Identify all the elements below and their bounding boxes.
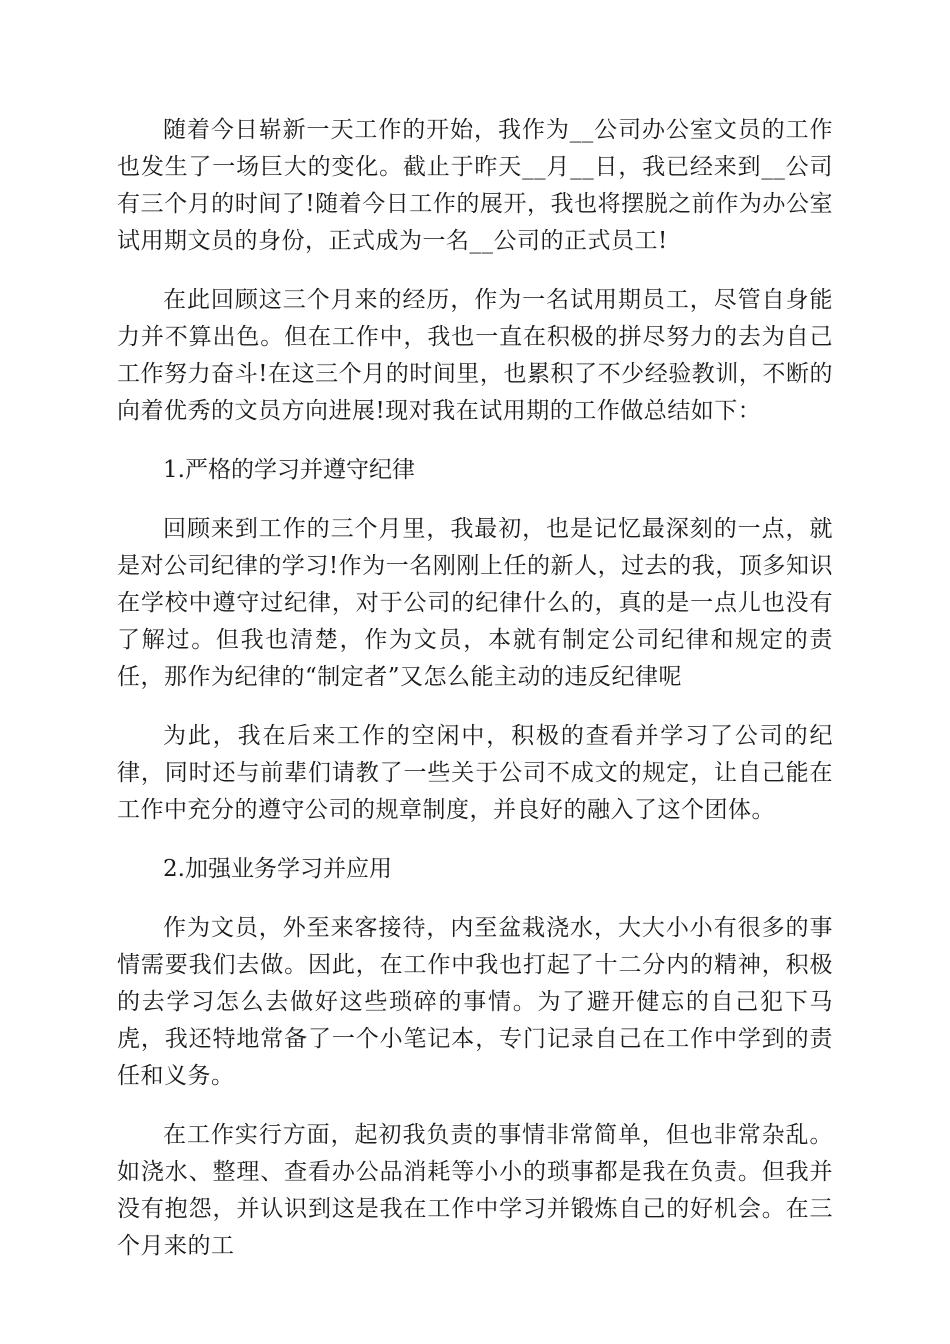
paragraph-review: 在此回顾这三个月来的经历，作为一名试用期员工，尽管自身能力并不算出色。但在工作中，我也一直在积极的拼尽努力的去为自己工作努力奋斗!在这三个月的时间里，也累积了不少经验教训，不断的向着优秀的文员方向进展!现对我在试用期的工作做总结如下： (117, 287, 833, 424)
section-heading-discipline: 1.严格的学习并遵守纪律 (163, 457, 415, 483)
paragraph-work-execution: 在工作实行方面，起初我负责的事情非常简单，但也非常杂乱。如浇水、整理、查看办公品消耗等小小的琐事都是我在负责。但我并没有抱怨，并认识到这是我在工作中学习并锻炼自己的好机会。在三个月来的工 (117, 1122, 833, 1259)
section-heading-business-study: 2.加强业务学习并应用 (163, 856, 392, 882)
paragraph-discipline: 回顾来到工作的三个月里，我最初，也是记忆最深刻的一点，就是对公司纪律的学习!作为一名刚刚上任的新人，过去的我，顶多知识在学校中遵守过纪律，对于公司的纪律什么的，真的是一点儿也没有了解过。但我也清楚，作为文员，本就有制定公司纪律和规定的责任，那作为纪律的“制定者”又怎么能主动的违反纪律呢 (117, 516, 833, 690)
paragraph-intro: 随着今日崭新一天工作的开始，我作为__公司办公室文员的工作也发生了一场巨大的变化。截止于昨天__月__日，我已经来到__公司有三个月的时间了!随着今日工作的展开，我也将摆脱之前作为办公室试用期文员的身份，正式成为一名__公司的正式员工! (117, 117, 833, 254)
paragraph-discipline-followup: 为此，我在后来工作的空闲中，积极的查看并学习了公司的纪律，同时还与前辈们请教了一些关于公司不成文的规定，让自己能在工作中充分的遵守公司的规章制度，并良好的融入了这个团体。 (117, 723, 833, 823)
paragraph-business-study: 作为文员，外至来客接待，内至盆栽浇水，大大小小有很多的事情需要我们去做。因此，在工作中我也打起了十二分内的精神，积极的去学习怎么去做好这些琐碎的事情。为了避开健忘的自己犯下马虎，我还特地常备了一个小笔记本，专门记录自己在工作中学到的责任和义务。 (117, 915, 833, 1089)
document-body (117, 112, 833, 1287)
